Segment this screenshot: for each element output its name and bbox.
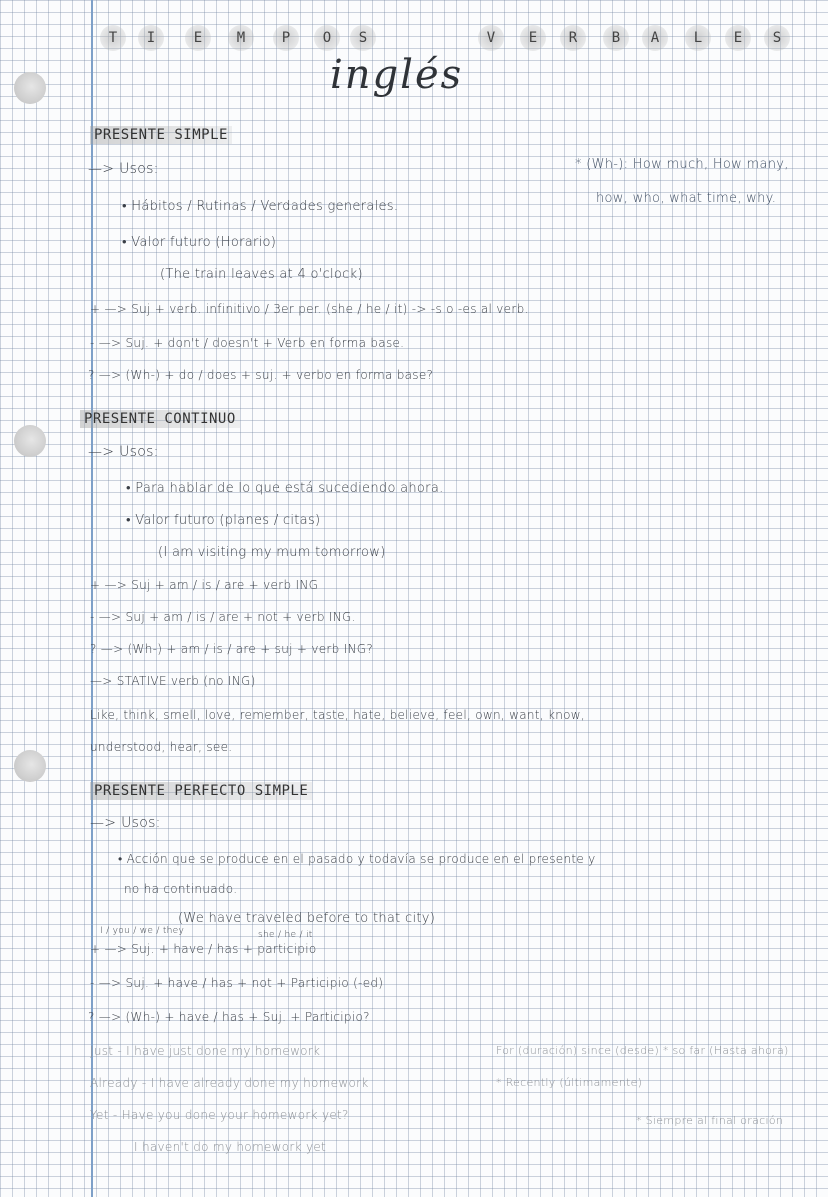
title-letter: E (185, 25, 211, 51)
bullet: • Acción que se produce en el pasado y todavía se produce en el presente y (118, 852, 596, 866)
section-heading-perfecto: PRESENTE PERFECTO SIMPLE (90, 782, 312, 800)
rule-positive: + —> Suj. + have / has + participio (90, 942, 317, 956)
bullet: no ha continuado. (124, 882, 238, 896)
title-letter: S (350, 25, 376, 51)
title-letter: R (560, 25, 586, 51)
title-letter: E (520, 25, 546, 51)
rule-negative: - —> Suj. + have / has + not + Participio (-ed) (90, 976, 384, 990)
title-letter: L (685, 25, 711, 51)
rule-positive: + —> Suj + verb. infinitivo / 3er per. (she / he / it) -> -s o -es al verb. (90, 302, 529, 316)
title-letter: P (273, 25, 299, 51)
title-letter: T (100, 25, 126, 51)
side-note: For (duración) since (desde) * so far (Hasta ahora) (496, 1044, 789, 1057)
binder-hole (14, 750, 46, 782)
example: (I am visiting my mum tomorrow) (158, 545, 386, 560)
example-yet-negative: I haven't do my homework yet (134, 1140, 327, 1154)
title-letter: O (314, 25, 340, 51)
title-letter: V (478, 25, 504, 51)
title-letter: E (725, 25, 751, 51)
bullet: • Hábitos / Rutinas / Verdades generales. (122, 199, 399, 214)
title-letter: M (228, 25, 254, 51)
side-note: * Siempre al final oración (636, 1114, 784, 1127)
stative-list: Like, think, smell, love, remember, taste, hate, believe, feel, own, want, know, (90, 708, 586, 722)
section-heading-continuo: PRESENTE CONTINUO (80, 410, 240, 428)
side-note: * Recently (últimamente) (496, 1076, 643, 1089)
stative-list: understood, hear, see. (90, 740, 233, 754)
subject-note: she / he / it (258, 930, 313, 940)
bullet: • Para hablar de lo que está sucediendo ahora. (126, 481, 444, 496)
title-letter: B (603, 25, 629, 51)
stative-label: —> STATIVE verb (no ING) (90, 674, 256, 688)
example: (The train leaves at 4 o'clock) (160, 267, 363, 282)
title-letter: A (642, 25, 668, 51)
binder-hole (14, 425, 46, 457)
title-letter: S (764, 25, 790, 51)
section-heading-simple: PRESENTE SIMPLE (90, 126, 232, 144)
rule-negative: - —> Suj + am / is / are + not + verb ING. (90, 610, 356, 624)
rule-question: ? —> (Wh-) + do / does + suj. + verbo en forma base? (88, 368, 434, 382)
rule-question: ? —> (Wh-) + have / has + Suj. + Participio? (88, 1010, 370, 1024)
example-just: Just - I have just done my homework (90, 1044, 321, 1058)
rule-negative: - —> Suj. + don't / doesn't + Verb en forma base. (90, 336, 405, 350)
usos-label: —> Usos: (90, 815, 161, 831)
usos-label: —> Usos: (88, 161, 159, 177)
example: (We have traveled before to that city) (178, 911, 436, 926)
title-letter: I (138, 25, 164, 51)
wh-note: how, who, what time, why. (596, 191, 777, 206)
example-yet: Yet - Have you done your homework yet? (90, 1108, 349, 1122)
page-title: inglés (330, 52, 464, 98)
bullet: • Valor futuro (planes / citas) (126, 513, 321, 528)
rule-question: ? —> (Wh-) + am / is / are + suj + verb ING? (90, 642, 374, 656)
subject-note: I / you / we / they (100, 926, 185, 936)
usos-label: —> Usos: (88, 444, 159, 460)
binder-hole (14, 72, 46, 104)
bullet: • Valor futuro (Horario) (122, 235, 277, 250)
wh-note: * (Wh-): How much, How many, (575, 157, 789, 172)
example-already: Already - I have already done my homework (90, 1076, 369, 1090)
rule-positive: + —> Suj + am / is / are + verb ING (90, 578, 319, 592)
